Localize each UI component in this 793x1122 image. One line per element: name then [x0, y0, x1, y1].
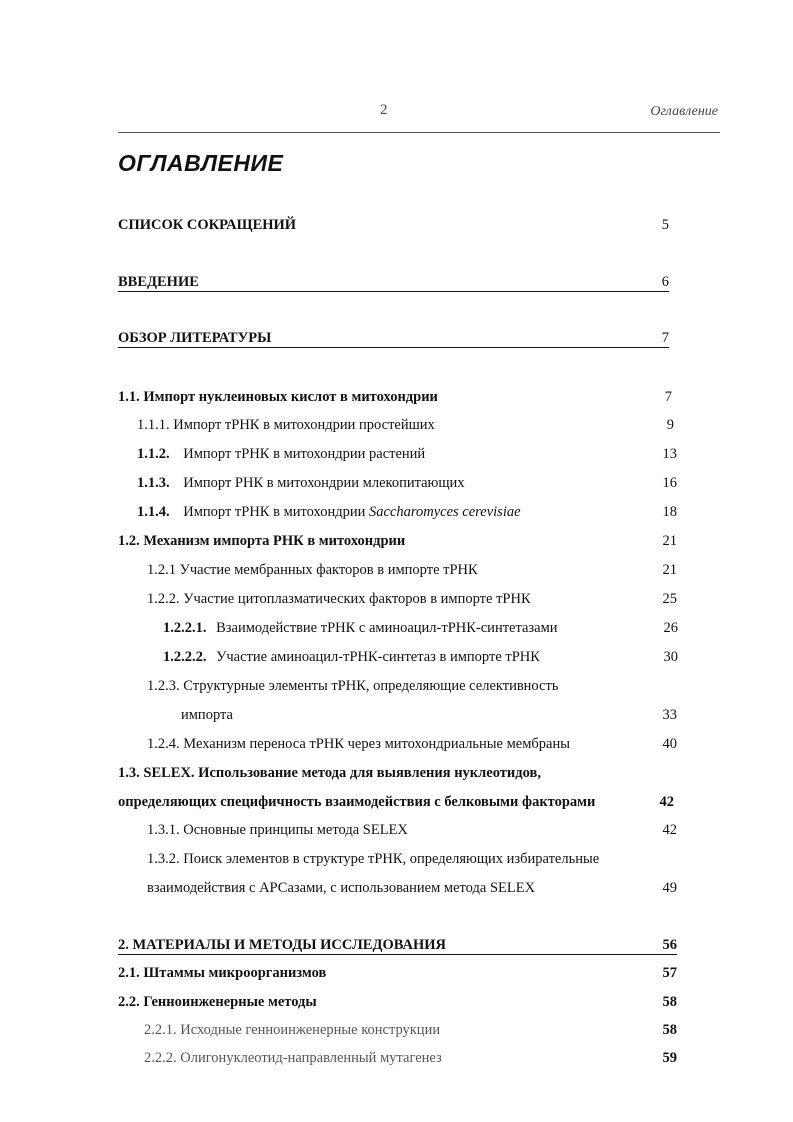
toc-entry-number: 1.1.3. — [137, 475, 170, 491]
toc-entry-number: 1.1.4. — [137, 504, 170, 520]
toc-underline — [118, 347, 669, 348]
toc-entry-title: Импорт тРНК в митохондрии растений — [183, 446, 426, 462]
toc-entry-title: Взаимодействие тРНК с аминоацил-тРНК-синтетазами — [216, 620, 558, 636]
toc-entry — [137, 504, 521, 521]
toc-page: 21 — [662, 562, 677, 578]
toc-entry-title: Участие аминоацил-тРНК-синтетаз в импорте тРНК — [216, 649, 540, 665]
toc-entry-continuation: определяющих специфичность взаимодействия с белковыми факторами — [118, 794, 596, 810]
toc-page: 26 — [663, 620, 678, 636]
toc-page-literature-review: 7 — [661, 330, 669, 346]
toc-entry: 1.2.4. Механизм переноса тРНК через митохондриальные мембраны — [147, 736, 570, 752]
header-section-title: Оглавление — [650, 104, 718, 119]
toc-page-abbreviations: 5 — [661, 217, 669, 233]
toc-page: 25 — [662, 591, 677, 607]
toc-entry: 1.1. Импорт нуклеиновых кислот в митохондрии — [118, 389, 438, 405]
toc-entry — [137, 446, 425, 463]
toc-entry-literature-review: ОБЗОР ЛИТЕРАТУРЫ — [118, 330, 272, 346]
toc-page: 18 — [662, 504, 677, 520]
toc-page: 40 — [662, 736, 677, 752]
toc-entry-number: 1.2.2.2. — [163, 649, 207, 665]
toc-entry: 2.2. Генноинженерные методы — [118, 994, 317, 1010]
toc-page-introduction: 6 — [661, 274, 669, 290]
toc-entry-title: Импорт РНК в митохондрии млекопитающих — [183, 475, 465, 491]
toc-page: 58 — [662, 994, 677, 1010]
toc-page: 9 — [666, 417, 674, 433]
toc-entry-number: 1.1.2. — [137, 446, 170, 462]
toc-page: 59 — [662, 1050, 677, 1066]
page-title: ОГЛАВЛЕНИЕ — [118, 150, 284, 176]
toc-underline — [118, 291, 669, 292]
toc-entry-species: Saccharomyces cerevisiae — [369, 504, 521, 520]
toc-entry-title: Импорт тРНК в митохондрии — [183, 504, 366, 520]
toc-page: 30 — [663, 649, 678, 665]
toc-page: 33 — [662, 707, 677, 723]
toc-entry: 2.2.1. Исходные генноинженерные конструкции — [144, 1022, 441, 1038]
toc-entry — [163, 649, 540, 666]
toc-entry-continuation: взаимодействия с АРСазами, с использованием метода SELEX — [147, 880, 536, 896]
header-rule — [118, 132, 720, 133]
toc-entry: 2.2.2. Олигонуклеотид-направленный мутагенез — [144, 1050, 442, 1066]
toc-entry: 2.1. Штаммы микроорганизмов — [118, 965, 327, 981]
toc-page: 57 — [662, 965, 677, 981]
toc-entry — [163, 620, 558, 637]
toc-underline — [118, 954, 677, 955]
toc-page: 58 — [662, 1022, 677, 1038]
toc-page: 42 — [659, 794, 674, 810]
toc-entry: 1.3.1. Основные принципы метода SELEX — [147, 822, 408, 838]
toc-page: 42 — [662, 822, 677, 838]
toc-entry: 1.3.2. Поиск элементов в структуре тРНК, определяющих избирательные — [147, 851, 600, 867]
toc-page: 7 — [664, 389, 672, 405]
toc-page: 16 — [662, 475, 677, 491]
toc-entry — [137, 475, 465, 492]
toc-entry: 1.2.1 Участие мембранных факторов в импорте тРНК — [147, 562, 478, 578]
toc-entry-number: 1.2.2.1. — [163, 620, 207, 636]
toc-entry: 1.1.1. Импорт тРНК в митохондрии простейших — [137, 417, 435, 433]
toc-entry-introduction: ВВЕДЕНИЕ — [118, 274, 199, 290]
toc-page: 21 — [662, 533, 677, 549]
toc-entry: 1.2.3. Структурные элементы тРНК, определяющие селективность — [147, 678, 559, 694]
toc-entry-abbreviations: СПИСОК СОКРАЩЕНИЙ — [118, 217, 297, 233]
toc-entry-materials-methods: 2. МАТЕРИАЛЫ И МЕТОДЫ ИССЛЕДОВАНИЯ — [118, 937, 446, 953]
toc-entry: 1.2.2. Участие цитоплазматических факторов в импорте тРНК — [147, 591, 531, 607]
toc-page: 13 — [662, 446, 677, 462]
toc-entry-continuation: импорта — [181, 707, 233, 723]
header-page-number: 2 — [380, 102, 388, 118]
toc-entry: 1.3. SELEX. Использование метода для выявления нуклеотидов, — [118, 765, 541, 781]
toc-entry: 1.2. Механизм импорта РНК в митохондрии — [118, 533, 406, 549]
toc-page: 49 — [662, 880, 677, 896]
toc-page: 56 — [662, 937, 677, 953]
